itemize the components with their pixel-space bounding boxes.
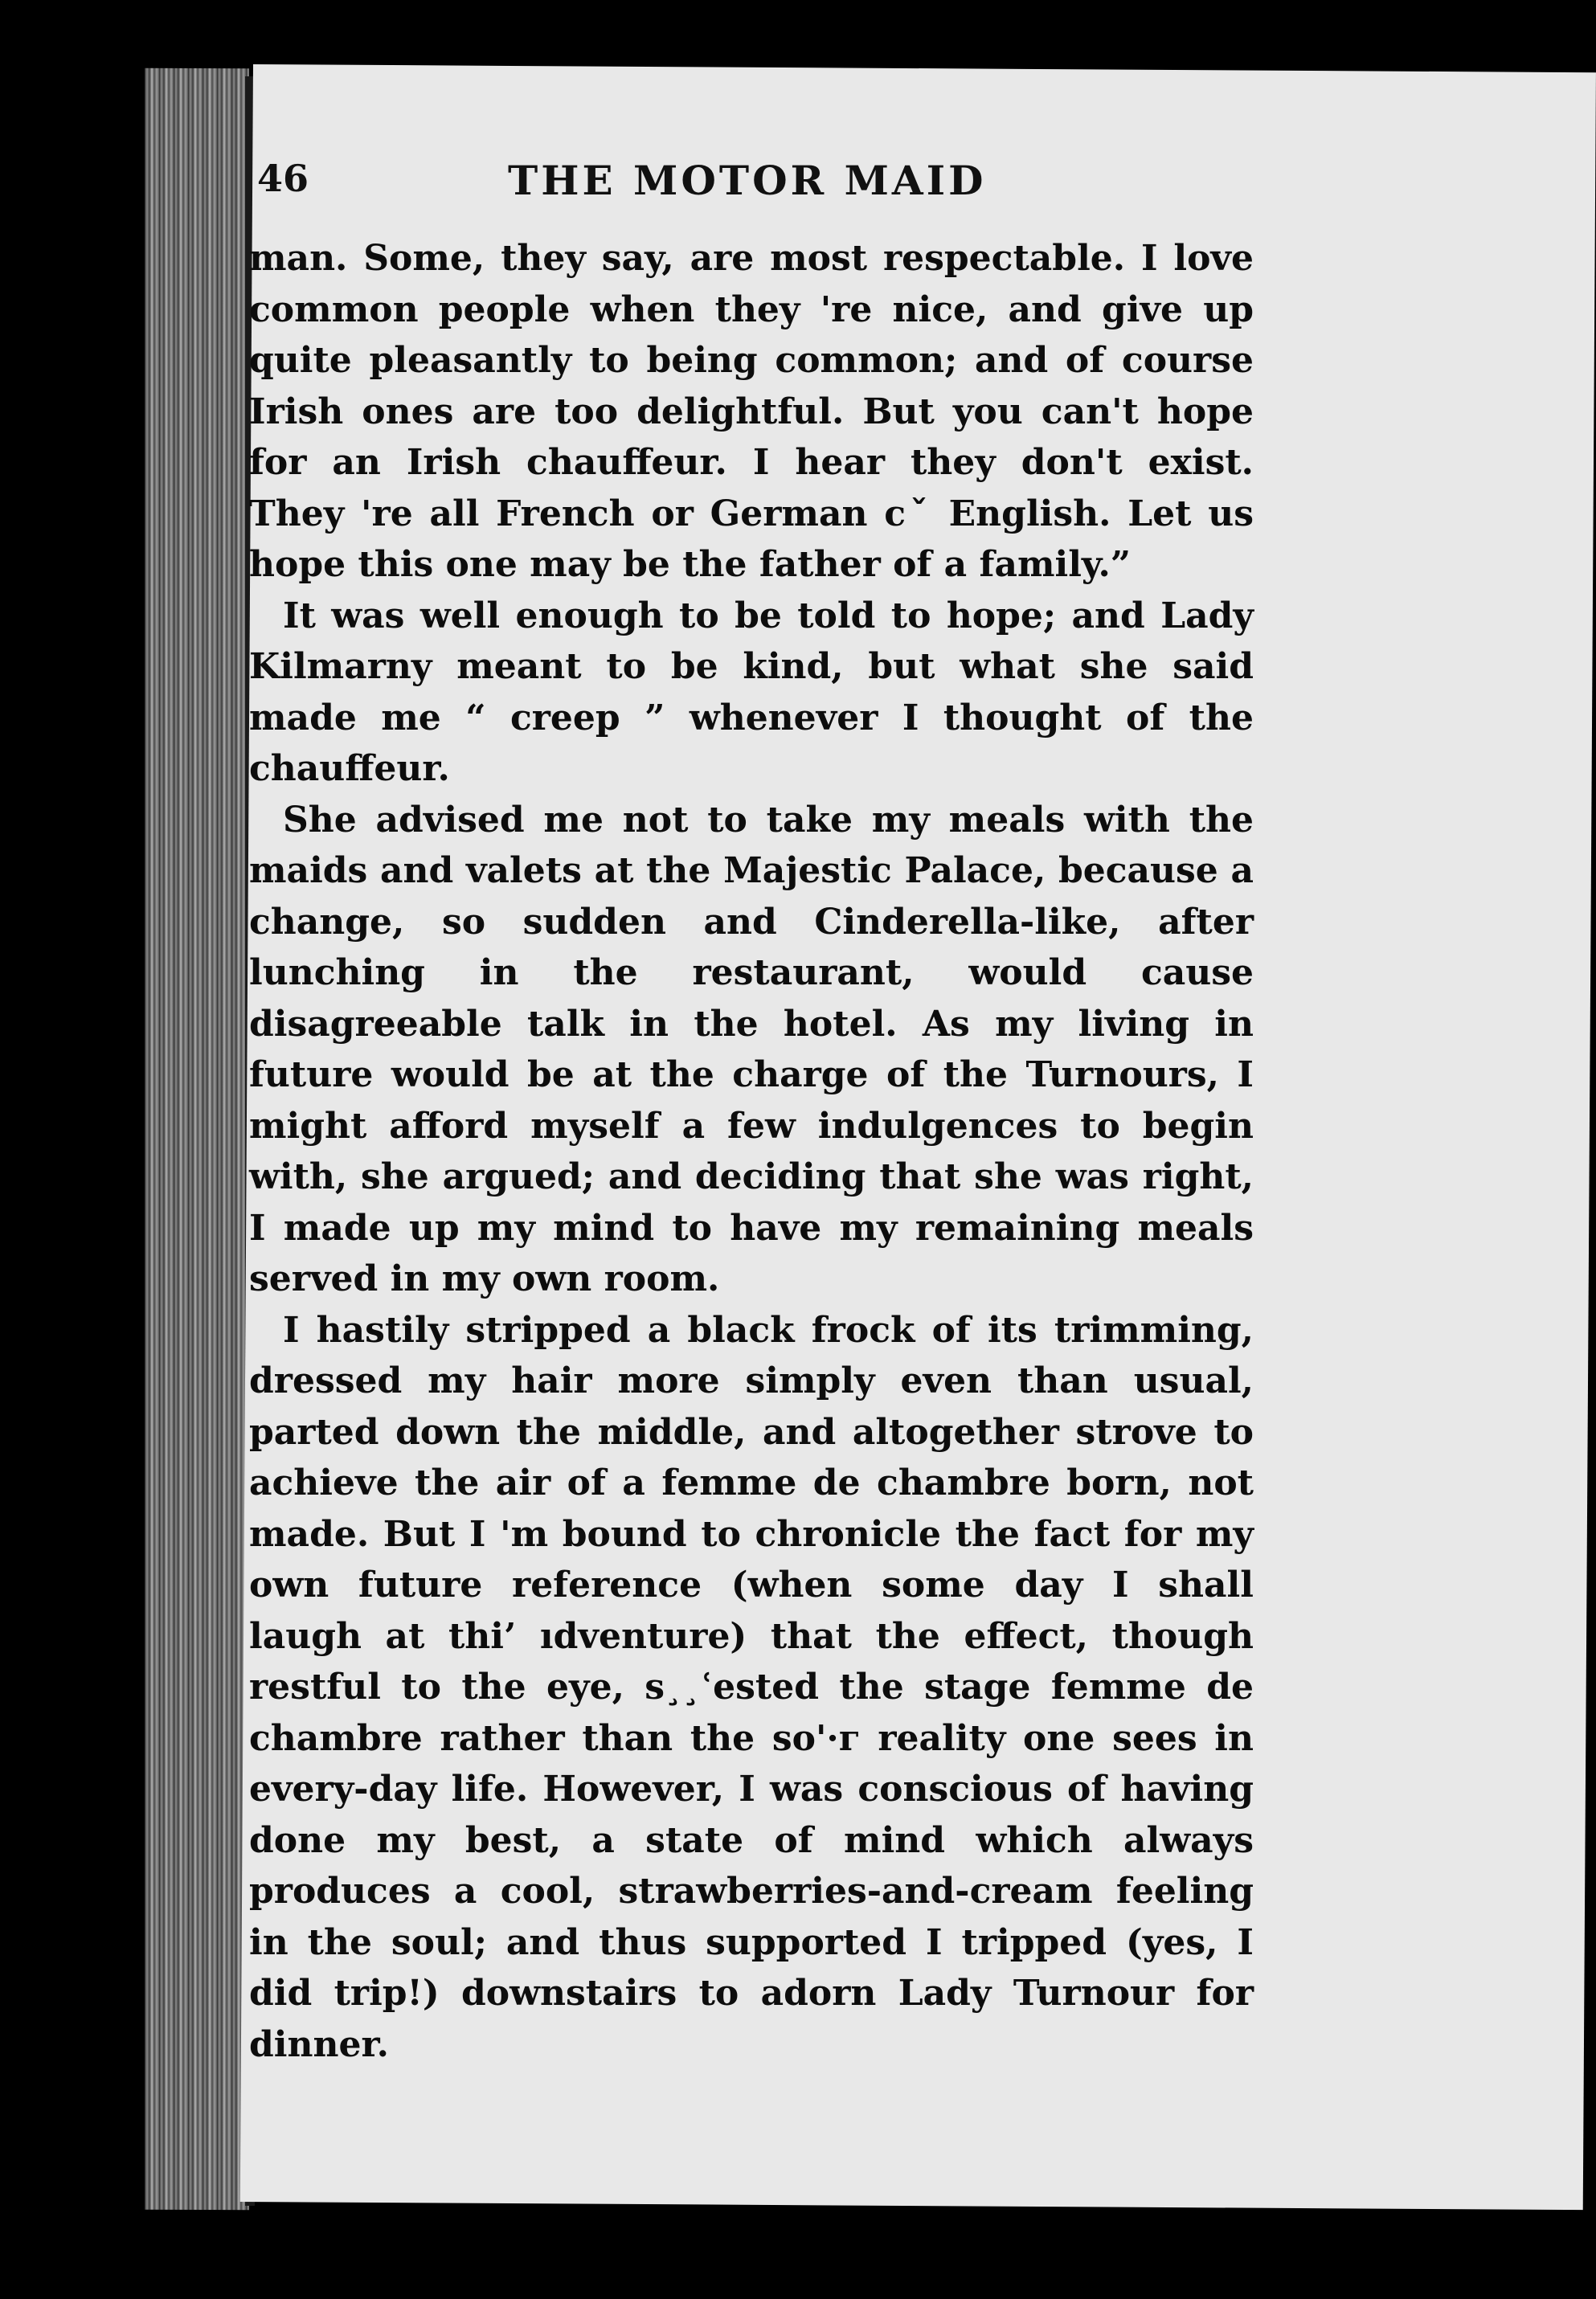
page-header	[257, 157, 1278, 213]
book-spine	[145, 68, 249, 2210]
paragraph-4: I hastily stripped a black frock of its trimming, dressed my hair more simply even than usual, parted down the middle, and altogether strove to achieve the air of a femme de chambre born, not made. But I 'm bound to chronicle the fact for my own future reference (when some day I shall laugh at thi’ ıdventure) that the effect, though restful to the eye, s¸¸ʿested the stage femme de chambre rather than the so'·г reality one sees in every-day life. However, I was conscious of having done my best, a state of mind which always produces a cool, strawberries-and-cream feeling in the soul; and thus supported I tripped (yes, I did trip!) downstairs to adorn Lady Turnour for dinner.	[249, 1309, 1254, 2065]
running-title: THE MOTOR MAID	[508, 157, 987, 204]
paragraph-1: man. Some, they say, are most respectable. I love common people when they 're nice, and give up quite pleasantly to being common; and of course Irish ones are too delightful. But you can't hope for an Irish chauffeur. I hear they don't exist. They 're all French or German cˇ English. Let us hope this one may be the father of a family.”	[249, 238, 1254, 585]
body-text	[249, 233, 1254, 2070]
paragraph-3: She advised me not to take my meals with the maids and valets at the Majestic Palace, because a change, so sudden and Cinderella-like, after lunching in the restaurant, would cause disagreeable talk in the hotel. As my living in future would be at the charge of the Turnours, I might afford myself a few indulgences to begin with, she argued; and deciding that she was right, I made up my mind to have my remaining meals served in my own room.	[249, 799, 1254, 1299]
paragraph-2: It was well enough to be told to hope; and Lady Kilmarny meant to be kind, but what she said made me “ creep ” whenever I thought of the chauffeur.	[249, 595, 1254, 789]
page-number: 46	[257, 157, 309, 200]
